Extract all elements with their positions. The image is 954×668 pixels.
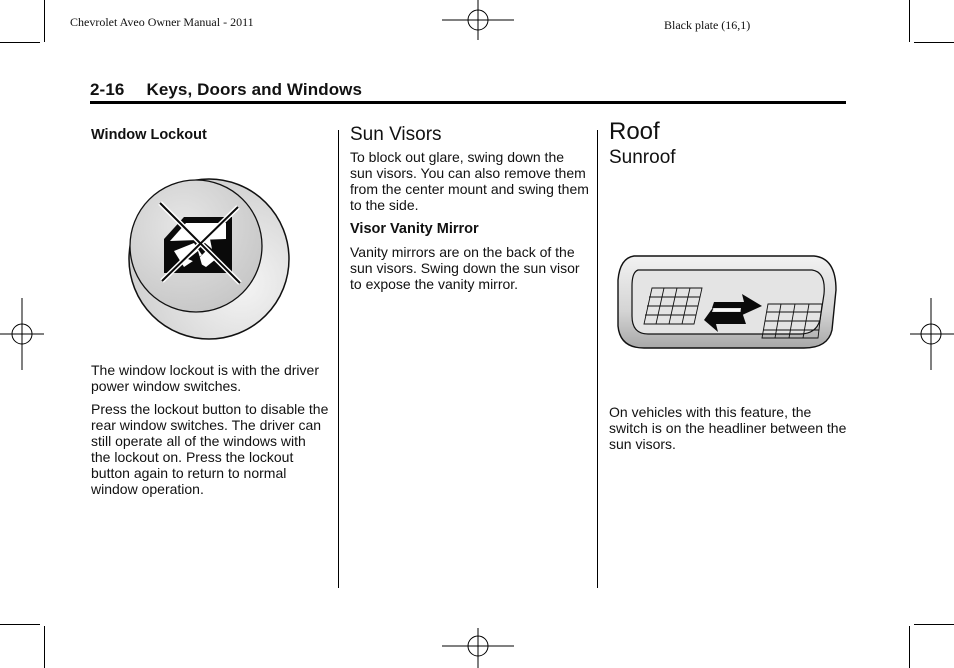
registration-mark-top-icon bbox=[440, 0, 516, 40]
page-header bbox=[90, 80, 362, 100]
page-number: 2-16 bbox=[90, 80, 125, 99]
sun-visors-paragraph: To block out glare, swing down the sun visors. You can also remove them from the center mount and swing them to the side. bbox=[350, 149, 589, 213]
crop-mark-br-v bbox=[909, 626, 910, 668]
crop-mark-tr-h bbox=[914, 42, 954, 43]
roof-heading: Roof bbox=[609, 118, 660, 145]
window-lockout-heading: Window Lockout bbox=[91, 127, 207, 143]
visor-vanity-mirror-paragraph: Vanity mirrors are on the back of the sun visors. Swing down the sun visor to expose the vanity mirror. bbox=[350, 244, 580, 292]
column-roof bbox=[609, 118, 847, 168]
registration-mark-right-icon bbox=[910, 296, 954, 372]
column-window-lockout-text bbox=[91, 362, 329, 504]
crop-mark-tl-h bbox=[0, 42, 40, 43]
window-lockout-paragraph-2: Press the lockout button to disable the rear window switches. The driver can still operate all of the windows with the lockout on. Press the lockout button again to return to normal window operation. bbox=[91, 401, 329, 497]
visor-vanity-mirror-heading: Visor Vanity Mirror bbox=[350, 221, 479, 237]
column-window-lockout bbox=[91, 127, 329, 143]
sun-visors-heading: Sun Visors bbox=[350, 124, 442, 145]
sunroof-heading: Sunroof bbox=[609, 147, 676, 168]
window-lockout-paragraph-1: The window lockout is with the driver power window switches. bbox=[91, 362, 319, 394]
crop-mark-tr-v bbox=[909, 0, 910, 42]
window-lockout-button-illustration-icon bbox=[126, 177, 292, 341]
plate-label: Black plate (16,1) bbox=[664, 18, 751, 32]
sunroof-switch-illustration-icon bbox=[614, 250, 840, 352]
crop-mark-br-h bbox=[914, 624, 954, 625]
crop-mark-bl-h bbox=[0, 624, 40, 625]
column-divider-2 bbox=[597, 130, 598, 588]
crop-mark-bl-v bbox=[44, 626, 45, 668]
header-rule bbox=[90, 101, 846, 104]
column-roof-text bbox=[609, 404, 847, 459]
crop-mark-tl-v bbox=[44, 0, 45, 42]
manual-title: Chevrolet Aveo Owner Manual - 2011 bbox=[70, 15, 254, 29]
column-sun-visors bbox=[350, 124, 590, 299]
registration-mark-bottom-icon bbox=[440, 628, 516, 668]
column-divider-1 bbox=[338, 130, 339, 588]
registration-mark-left-icon bbox=[0, 296, 44, 372]
chapter-title: Keys, Doors and Windows bbox=[146, 80, 363, 99]
sunroof-paragraph: On vehicles with this feature, the switch is on the headliner between the sun visors. bbox=[609, 404, 847, 452]
